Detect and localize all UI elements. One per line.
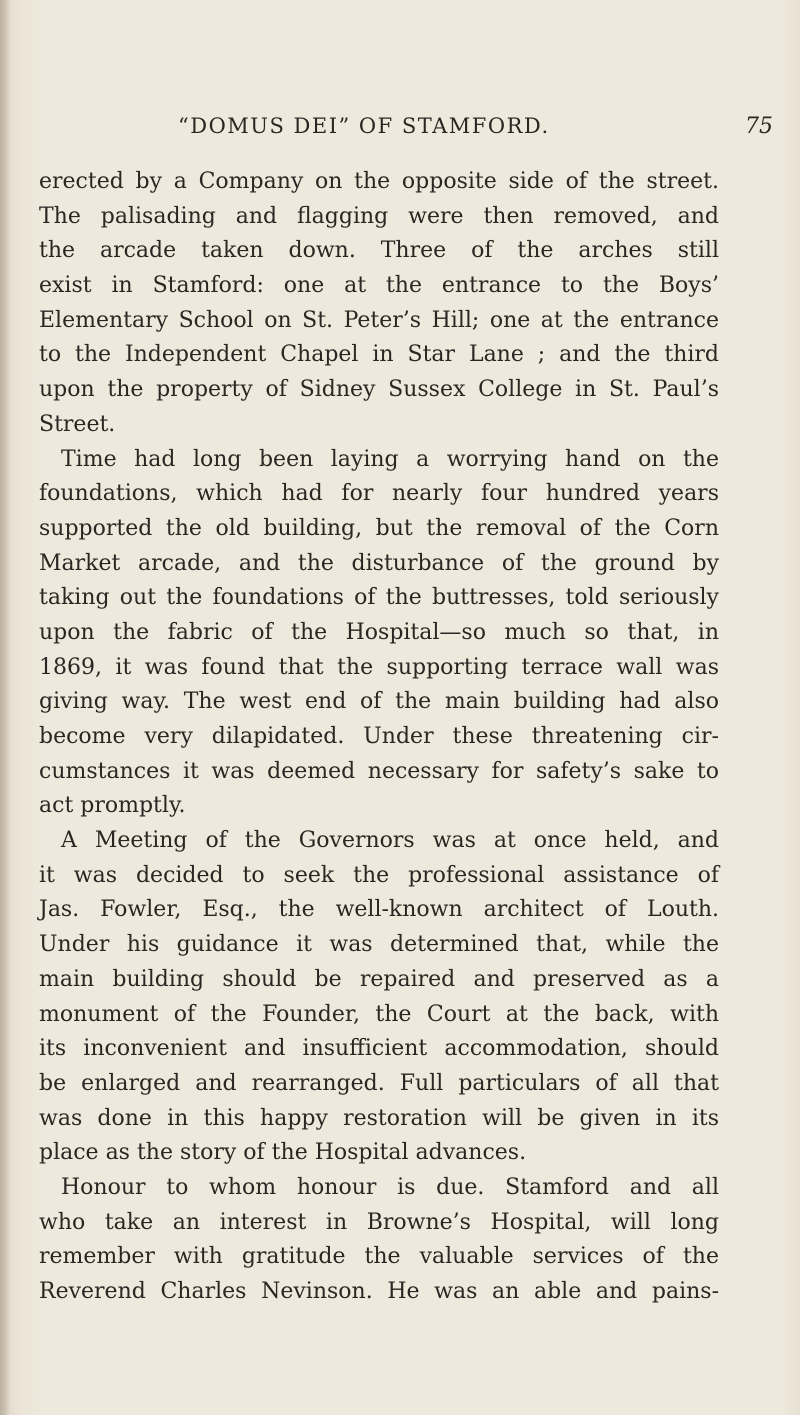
text-line: be enlarged and rearranged. Full particulars of all that (39, 1070, 719, 1096)
page-gutter (0, 0, 10, 1415)
text-line: giving way. The west end of the main building had also (39, 689, 719, 715)
text-line: upon the property of Sidney Sussex College in St. Paul’s (39, 377, 719, 403)
text-line: cumstances it was deemed necessary for safety’s sake to (39, 758, 719, 784)
text-line: taking out the foundations of the buttresses, told seriously (39, 585, 719, 611)
body-text (39, 165, 719, 1310)
text-line: Jas. Fowler, Esq., the well-known architect of Louth. (39, 897, 719, 923)
paragraph-start-line: A Meeting of the Governors was at once held, and (61, 828, 719, 854)
text-line: monument of the Founder, the Court at the back, with (39, 1001, 719, 1027)
text-line: was done in this happy restoration will be given in its (39, 1105, 719, 1131)
text-line: Under his guidance it was determined that, while the (39, 932, 719, 958)
text-line: Reverend Charles Nevinson. He was an able and pains- (39, 1279, 719, 1304)
running-title: “DOMUS DEI” OF STAMFORD. (178, 114, 550, 138)
text-line: act promptly. (39, 793, 186, 819)
text-line: who take an interest in Browne’s Hospital, will long (39, 1209, 719, 1235)
text-line: place as the story of the Hospital advances. (39, 1140, 527, 1166)
text-line: 1869, it was found that the supporting terrace wall was (39, 654, 719, 680)
paragraph-start-line: Honour to whom honour is due. Stamford and all (61, 1174, 719, 1200)
text-line: exist in Stamford: one at the entrance to the Boys’ (39, 273, 719, 299)
text-line: upon the fabric of the Hospital—so much so that, in (39, 619, 719, 645)
text-line: Elementary School on St. Peter’s Hill; one at the entrance (39, 307, 719, 333)
text-line: remember with gratitude the valuable services of the (39, 1244, 719, 1270)
paragraph-start-line: Time had long been laying a worrying hand on the (61, 446, 719, 472)
running-header (0, 114, 800, 144)
text-line: Market arcade, and the disturbance of the ground by (39, 550, 719, 576)
text-line: its inconvenient and insufficient accommodation, should (39, 1036, 719, 1062)
text-line: to the Independent Chapel in Star Lane ; and the third (39, 342, 719, 368)
text-line: the arcade taken down. Three of the arches still (39, 238, 719, 264)
text-line: it was decided to seek the professional assistance of (39, 862, 719, 888)
page-number: 75 (745, 114, 773, 139)
text-line: main building should be repaired and preserved as a (39, 966, 719, 992)
text-line: erected by a Company on the opposite side of the street. (39, 169, 719, 194)
text-line: become very dilapidated. Under these threatening cir- (39, 724, 719, 749)
text-line: The palisading and flagging were then removed, and (39, 203, 719, 229)
text-line: foundations, which had for nearly four hundred years (39, 481, 719, 507)
text-line: supported the old building, but the removal of the Corn (39, 515, 719, 541)
text-line: Street. (39, 411, 116, 437)
